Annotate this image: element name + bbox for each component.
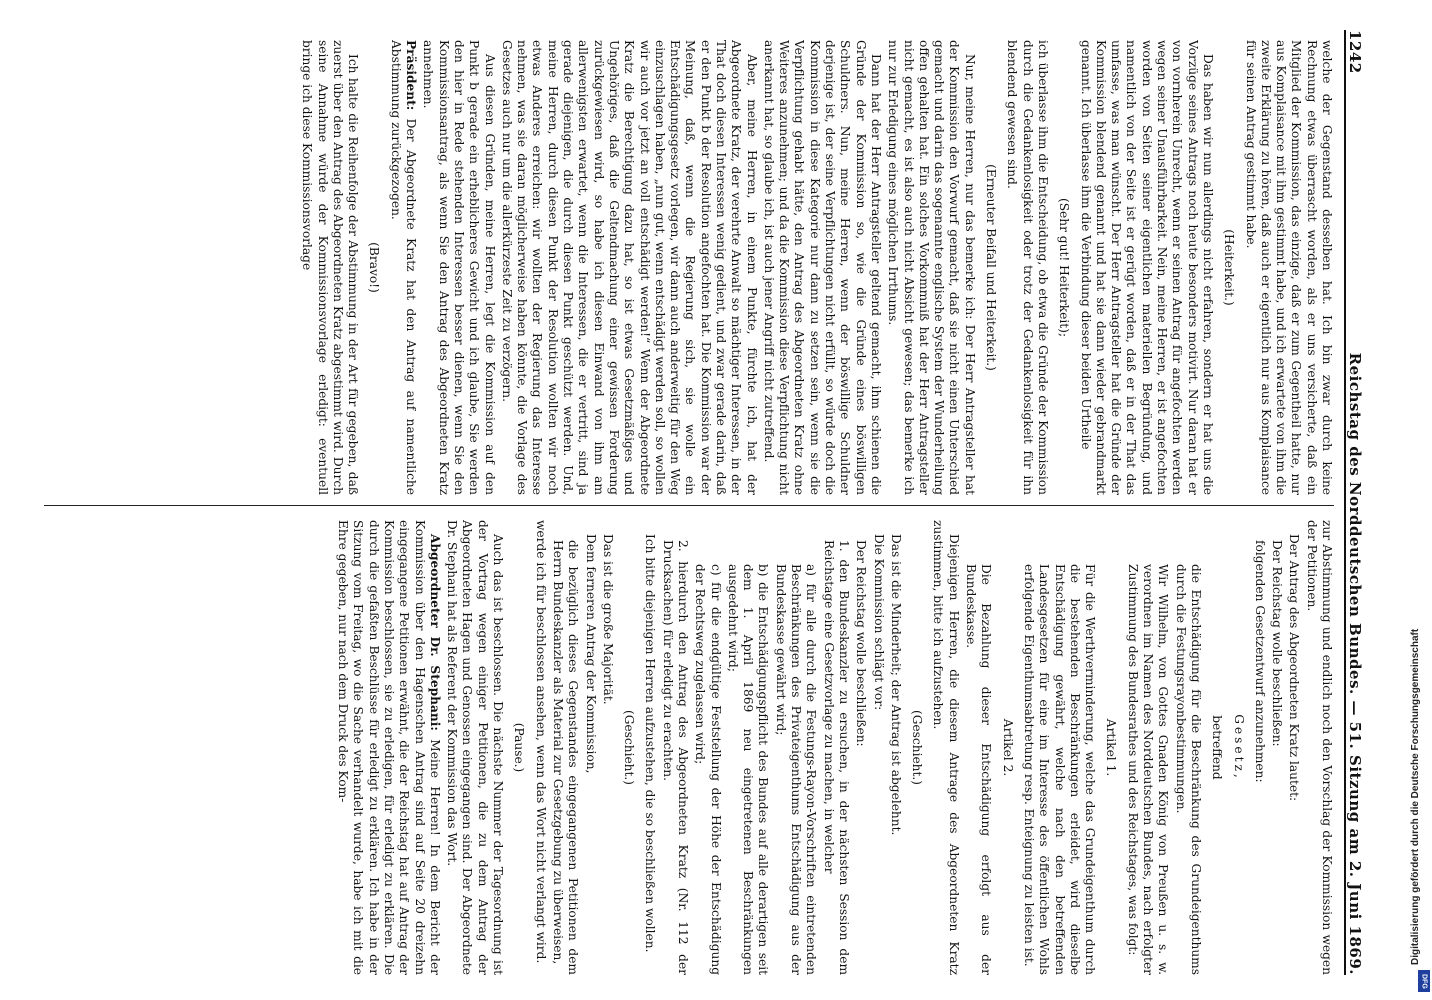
paragraph-text: Die Kommission schlägt vor: (871, 534, 886, 711)
paragraph (600, 520, 615, 975)
speaker-name: Abgeordneter Dr. Stephani: (427, 534, 442, 731)
paragraph (299, 40, 360, 495)
paragraph-text: Artikel 1. (1104, 718, 1119, 777)
paragraph-text: (Sehr gut! Heiterkeit); (1057, 197, 1072, 338)
paragraph-text: Meine Herren! In dem Bericht der Kommission über den Hagenschen Antrag sind auf Seite 20 dreizehn eingegangene Petitionen erwähnt, die der Reichstag hat auf Antrag der Kommission beschlossen, sie zu erledigen, für erledigt zu erklären. Die durch die gefaßten Beschlüsse für erledigt zu erklären. Ich habe in der Sitzung vom Freitag, wo die Sache verhandelt wurde, habe ich mit die Ehre gegeben, nur nach dem Druck des Kom- (336, 520, 442, 975)
paragraph-text: a) für alle durch die Festungs-Rayon-Vorschriften eintretenden Beschränkungen des Privateigenthums Entschädigung aus der Bundeskasse gewährt wird; (773, 564, 819, 975)
paragraph (1021, 520, 1097, 975)
paragraph (1172, 520, 1203, 975)
paragraph-text: ich überlasse ihm die Entscheidung, ob etwa die Gründe der Kommission durch die Gedankenlosigkeit oder trotz der Gedankenlosigkeit für ihn blendend gewesen sind. (1005, 40, 1050, 495)
scanned-page (12, 0, 1412, 1000)
paragraph (725, 520, 771, 975)
paragraph (420, 40, 496, 495)
paragraph (930, 520, 961, 975)
paragraph-text: Nur, meine Herren, nur das bemerke ich: Der Herr Antragsteller hat der Kommission den Vorwurf gemacht, daß sie nicht einen Unterschied gemacht und darin das sogenannte englische System der Wunderheilung offen gehalten hat. Ein solches Vorkommniß hat der Herr Antragsteller nicht gemacht, es ist also auch nicht Absicht gewesen; das bemerke ich nur zur Erledigung eines möglichen Irrthums. (886, 40, 977, 495)
paragraph (692, 520, 723, 975)
paragraph-text: Das ist die große Majorität. (600, 534, 615, 705)
paragraph (550, 520, 581, 975)
paragraph (659, 520, 690, 975)
paragraph-text: Das ist die Minderheit; der Antrag ist abgelehnt. (888, 534, 903, 836)
paragraph-text: werde ich für beschlossen ansehen, wenn das Wort nicht verlangt wird. (533, 520, 548, 964)
paragraph-text: b) die Entschädigungspflicht des Bundes auf alle derartigen seit dem 1. April 1869 neu eingetretenen Beschränkungen ausgedehnt wird; (725, 564, 771, 975)
paragraph-text: Das haben wir nun allerdings nicht erfahren, sondern er hat uns die Vorzüge seines Antrags noch heute besonders motivirt. Nur daran hat er von vornherein Unrecht, wenn er seinen Antrag für angefochten werden wegen seiner Unausführbarkeit. Nein, meine Herren, er ist angefochten worden von Seiten seiner eigentlichen materiellen Begründung, und namentlich von der Seite ist er gerügt worden, daß er in der That das umfasse, was man wünscht. Der Herr Antragsteller hat die Gründe der Kommission blendend genannt und hat sie dann wieder gebrandmarkt genannt. Ich überlasse ihm die Verbindung dieser beiden Urtheile (1078, 40, 1215, 495)
paragraph-text: Dem ferneren Antrag der Kommission, (583, 534, 598, 774)
stage-direction (1103, 520, 1118, 975)
stage-direction (621, 520, 636, 975)
paragraph (532, 520, 547, 975)
stage-direction (983, 40, 998, 495)
paragraph (761, 40, 883, 495)
paragraph-text: c) für die endgültige Feststellung der Höhe der Entschädigung der Rechtsweg zugelassen wird; (693, 564, 723, 975)
paragraph (1286, 520, 1301, 975)
paragraph-text: Gesetz, (1231, 714, 1246, 781)
paragraph-text: Für die Werthverminderung, welche das Grundeigenthum durch die bestehenden Beschränkungen erleidet, wird dieselbe Entschädigung gewährt, welche nach den betreffenden Landesgesetzen für eine im Interesse des öffentlichen Wohls erfolgende Eigenthumsabtretung resp. Enteignung zu leisten ist. (1021, 564, 1098, 975)
paragraph (1242, 40, 1334, 495)
stage-direction (999, 520, 1014, 975)
speaker-name: Präsident: (404, 40, 419, 111)
paragraph-text: Ich bitte diejenigen Herren aufzustehen, die so beschließen wollen. (643, 534, 658, 953)
stage-direction (1230, 520, 1245, 975)
paragraph-text: Artikel 2. (1000, 718, 1015, 777)
stage-direction (909, 520, 924, 975)
paragraph-text: betreffend (1210, 715, 1225, 780)
paragraph-text: Der Antrag des Abgeordneten Kratz lautet: (1287, 534, 1302, 802)
stage-direction (1221, 40, 1236, 495)
paragraph (1252, 520, 1267, 975)
paragraph-text: Die Bezahlung dieser Entschädigung erfolgt aus der Bundeskasse. (964, 564, 994, 975)
paragraph (870, 520, 885, 975)
paragraph (853, 520, 868, 975)
paragraph (582, 520, 597, 975)
paragraph (773, 520, 819, 975)
paragraph-text: Wir Wilhelm, von Gottes Gnaden König von Preußen u. s. w. verordnen im Namen des Norddeutschen Bundes, nach erfolgter Zustimmung des Bundesrathes und des Reichstages, was folgt: (1125, 564, 1171, 975)
column-divider (44, 505, 1334, 506)
page-title: Reichstag des Norddeutschen Bundes. — 51. Sitzung am 2. Juni 1869. (1346, 352, 1364, 975)
paragraph (885, 40, 977, 495)
paragraph-text: Der Abgeordnete Kratz hat den Antrag auf namentliche Abstimmung zurückgezogen. (388, 40, 419, 495)
paragraph-text: Ich halte die Reihenfolge der Abstimmung in der Art für gegeben, daß zuerst über den Antrag des Abgeordneten Kratz abgestimmt wird. Durch seine Annahme würde der Kommissionsvorlage erledigt: eventuell bringe ich diese Kommissionsvorlage (300, 40, 361, 495)
paragraph-text: Aus diesen Gründen, meine Herren, legt die Kommission auf den Punkt b gerade ein erheblicheres Gewicht und ich glaube, Sie werden den hier in Rede stehenden Interessen besser dienen, wenn Sie den Kommissionsantrag, als wenn Sie den Antrag des Abgeordneten Kratz annehmen. (421, 40, 497, 495)
paragraph-text: (Bravo!) (367, 242, 382, 293)
dfg-logo: DFG (1418, 970, 1430, 992)
paragraph-text: (Geschieht.) (910, 709, 925, 786)
stage-direction (1056, 40, 1071, 495)
paragraph-text: 1. den Bundeskanzler zu ersuchen, in der nächsten Session dem Reichstage eine Gesetzvorlage zu machen, in welcher (821, 540, 851, 975)
page-header (1344, 30, 1376, 975)
paragraph-text: 2. hierdurch den Antrag des Abgeordneten Kratz (Nr. 112 der Drucksachen) für erledigt zu erachten. (660, 540, 691, 975)
paragraph-text: welche der Gegenstand desselben hat. Ich bin zwar durch keine Rechnung etwas überrascht worden, als er uns versicherte, daß ein Mitglied der Kommission, das einzige, daß er zum Gegentheil hatte, nur aus Komplaisance mit ihm gestimmt habe, und ich erwartete von ihm die zweite Erklärung zu hören, daß auch er eigentlich nur aus Komplaisance für seinen Antrag gestimmt habe. (1243, 40, 1334, 495)
paragraph (387, 40, 418, 495)
paragraph-text: die bezüglich dieses Gegenstandes eingegangenen Petitionen dem Herrn Bundeskanzler als Material zur Gesetzgebung zu überweisen, (550, 540, 581, 975)
paragraph (499, 40, 759, 495)
paragraph (1004, 40, 1050, 495)
paragraph (335, 520, 442, 975)
paragraph-text: (Heiterkeit.) (1222, 229, 1237, 306)
stage-direction (1209, 520, 1224, 975)
paragraph (820, 520, 851, 975)
right-column (34, 520, 1334, 975)
paragraph-text: Diejenigen Herren, die diesem Antrage des Abgeordneten Kratz zustimmen, bitte ich aufzustehen. (931, 520, 961, 975)
paragraph-text: Aber, meine Herren, in einem Punkte, fürchte ich, hat der Abgeordnete Kratz, der verehrte Anwalt so mächtiger Interessen, in der That doch diesen Interessen wenig gedient, und zwar gerade darin, daß er den Punkt b der Resolution angefochten hat. Die Kommission war der Meinung, daß, wenn die Regierung sich, sie wolle ein Entschädigungsgesetz vorlegen, wir dann auch anderweitig für den Weg einzuschlagen haben, „nun gut, wenn entschädigt werden soll, so wollen wir auch vor jetzt an voll entschädigt werden!“ Wenn der Abgeordnete Kratz die Berechtigung dazu hat, so ist etwas Gesetzmäßiges und Ungehöriges, daß die Geltendmachung einer gewissen Forderung zurückgewiesen wird, so habe ich diesen Einwand von ihm am allerwenigsten erwartet, wenn die Interessen, die er vertritt, sind ja gerade diejenigen, die durch diesen Punkt geschützt werden. Und, meine Herren, durch diesen Punkt der Resolution wollten wir noch etwas Anderes erreichen: wir wollten der Regierung das Interesse nehmen, was sie daran möglicherweise haben könnte, die Vorlage des Gesetzes auch nur um die allerkürzeste Zeit zu verzögern. (499, 40, 759, 495)
paragraph-text: Der Reichstag wolle beschließen: (1270, 540, 1285, 747)
paragraph (1124, 520, 1170, 975)
paragraph-text: Dann hat der Herr Antragsteller geltend gemacht, ihm schienen die Gründe der Kommission so, wie die Gründe eines böswilligen Schuldners. Nun, meine Herren, wenn der böswillige Schuldner derjenige ist, der seine Verpflichtungen nicht erfüllt, so würde doch die Kommission in diese Kategorie nur dann zu setzen sein, wenn sie die Verpflichtung gehabt hätte, den Antrag des Abgeordneten Kratz ohne Weiteres anzunehmen; und da die Kommission diese Verpflichtung nicht anerkannt hat, so glaube ich, ist auch jener Angriff nicht zutreffend. (761, 40, 883, 495)
stage-direction (366, 40, 381, 495)
paragraph-text: zur Abstimmung und endlich noch den Vorschlag der Kommission wegen der Petitionen. (1304, 520, 1334, 975)
paragraph (1269, 520, 1284, 975)
paragraph (444, 520, 505, 975)
page-number: 1242 (1346, 30, 1364, 74)
left-column (34, 40, 1334, 495)
paragraph-text: die Entschädigung für die Beschränkung des Grundeigenthums durch die Festungsrayonbestimmungen. (1173, 564, 1203, 975)
paragraph (1303, 520, 1334, 975)
paragraph (963, 520, 994, 975)
stage-direction (511, 520, 526, 975)
paragraph-text: (Pause.) (512, 722, 527, 773)
paragraph-text: Der Reichstag wolle beschließen: (854, 540, 869, 747)
paragraph-text: (Geschieht.) (622, 709, 637, 786)
paragraph (642, 520, 657, 975)
paragraph-text: Auch das ist beschlossen. Die nächste Nummer der Tagesordnung ist der Vortrag wegen einiger Petitionen, die zu dem Antrag der Abgeordneten Hagen und Genossen eingegangen sind. Der Abgeordnete Dr. Stephani hat als Referent der Kommission das Wort. (445, 520, 506, 975)
paragraph (888, 520, 903, 975)
paragraph (1077, 40, 1215, 495)
paragraph-text: (Erneuter Beifall und Heiterkeit.) (984, 164, 999, 371)
paragraph-text: folgenden Gesetzentwurf anzunehmen: (1252, 540, 1267, 783)
digitization-credit: Digitalisierung gefördert durch die Deutsche Forschungsgemeinschaft (1410, 628, 1421, 965)
